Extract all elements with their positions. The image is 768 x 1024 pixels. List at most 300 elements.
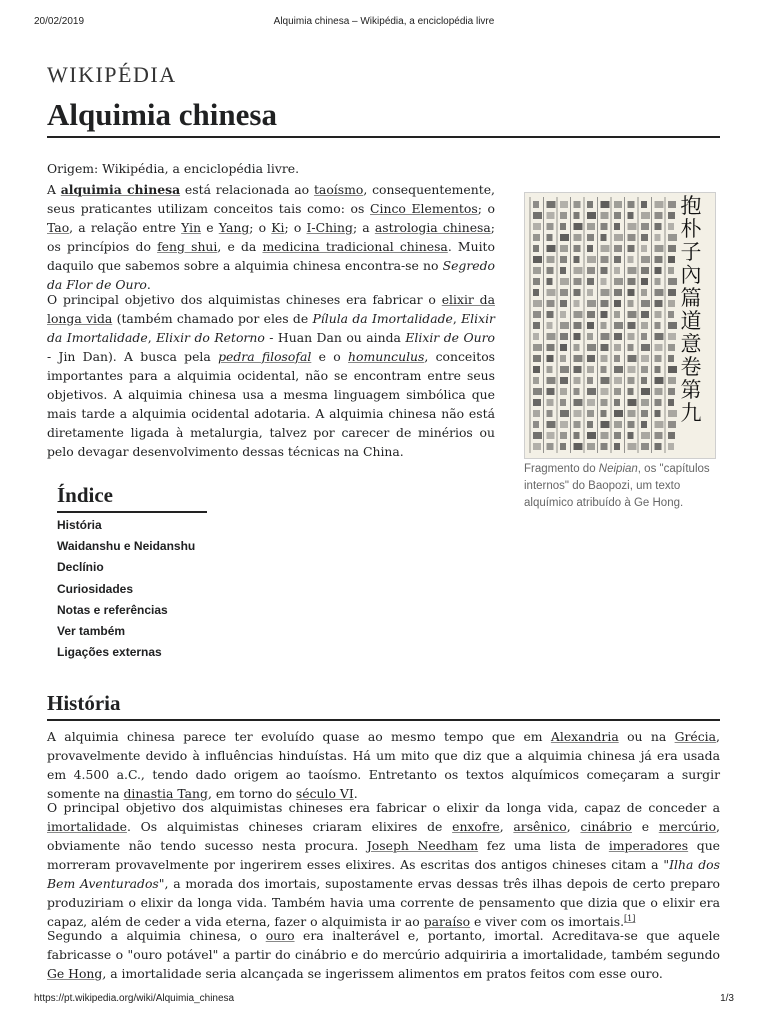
glyph-block bbox=[547, 256, 555, 263]
link-imperadores[interactable]: imperadores bbox=[608, 838, 689, 853]
glyph-block bbox=[655, 366, 661, 373]
glyph-block bbox=[628, 311, 637, 318]
link-dinastia-tang[interactable]: dinastia Tang bbox=[123, 786, 208, 801]
glyph-block bbox=[560, 388, 567, 395]
glyph-block bbox=[547, 278, 553, 285]
glyph-block bbox=[668, 245, 676, 252]
glyph-block bbox=[655, 443, 662, 450]
glyph-block bbox=[601, 421, 610, 428]
glyph-block bbox=[574, 234, 582, 241]
toc-item-ver-tambem[interactable]: Ver também bbox=[57, 623, 126, 638]
glyph-block bbox=[641, 421, 647, 428]
glyph-block bbox=[601, 355, 608, 362]
glyph-block bbox=[587, 410, 594, 417]
glyph-block bbox=[655, 245, 664, 252]
glyph-block bbox=[628, 421, 635, 428]
glyph-block bbox=[547, 223, 554, 230]
glyph-block bbox=[628, 256, 634, 263]
glyph-block bbox=[641, 267, 649, 274]
print-date: 20/02/2019 bbox=[34, 16, 85, 27]
glyph-block bbox=[547, 245, 556, 252]
glyph-block bbox=[560, 333, 568, 340]
glyph-block bbox=[628, 267, 637, 274]
glyph-block bbox=[655, 388, 663, 395]
glyph-block bbox=[655, 256, 663, 263]
glyph-block bbox=[601, 344, 609, 351]
toc-title: Índice bbox=[57, 481, 207, 513]
glyph-block bbox=[655, 289, 664, 296]
glyph-block bbox=[655, 300, 663, 307]
glyph-block bbox=[655, 234, 661, 241]
glyph-block bbox=[614, 355, 620, 362]
glyph-block bbox=[587, 223, 595, 230]
glyph-block bbox=[533, 344, 542, 351]
glyph-block bbox=[533, 421, 539, 428]
link-cinabrio[interactable]: cinábrio bbox=[580, 819, 632, 834]
link-feng-shui[interactable]: feng shui bbox=[157, 239, 218, 254]
link-tao[interactable]: Tao bbox=[47, 220, 70, 235]
glyph-block bbox=[641, 432, 650, 439]
glyph-block bbox=[614, 289, 622, 296]
glyph-block bbox=[614, 443, 620, 450]
title-glyph: 篇 bbox=[680, 286, 702, 310]
glyph-block bbox=[668, 311, 674, 318]
glyph-block bbox=[614, 267, 620, 274]
glyph-block bbox=[560, 201, 568, 208]
section-heading-historia: História bbox=[47, 689, 720, 721]
glyph-block bbox=[668, 333, 676, 340]
glyph-block bbox=[587, 388, 596, 395]
title-glyph: 第 bbox=[680, 378, 702, 402]
glyph-block bbox=[533, 311, 541, 318]
glyph-block bbox=[668, 322, 677, 329]
glyph-block bbox=[560, 223, 566, 230]
reference-1[interactable]: [1] bbox=[624, 913, 636, 923]
glyph-block bbox=[560, 289, 568, 296]
link-cinco-elementos[interactable]: Cinco Elementos bbox=[370, 201, 478, 216]
neipian-fragment-image[interactable] bbox=[524, 192, 716, 459]
glyph-block bbox=[547, 201, 556, 208]
origin-line: Origem: Wikipédia, a enciclopédia livre. bbox=[47, 161, 300, 176]
title-glyph: 道 bbox=[680, 309, 702, 333]
glyph-block bbox=[533, 223, 541, 230]
link-imortalidade[interactable]: imortalidade bbox=[47, 819, 127, 834]
glyph-block bbox=[587, 267, 595, 274]
glyph-block bbox=[587, 366, 594, 373]
print-title: Alquimia chinesa – Wikipédia, a enciclopédia livre bbox=[273, 16, 495, 27]
glyph-block bbox=[587, 432, 596, 439]
glyph-block bbox=[587, 212, 596, 219]
glyph-block bbox=[641, 322, 648, 329]
objective-paragraph: O principal objetivo dos alquimistas chineses era fabricar o elixir da longa vida (também chamado por eles de Pílula da Imortalidade, Elixir da Imortalidade, Elixir do Retorno - Huan Dan ou ainda Elixir de Ouro - Jin Dan). A busca pela pedra filosofal e o homunculus, conceitos importantes para a alquimia ocidental, não se encontram entre seus objetivos. A alquimia chinesa usa a mesma linguagem simbólica que mais tarde a alquimia ocidental adotaria. A alquimia chinesa não está diretamente ligada à metalurgia, talvez por carecer de minérios ou pelo devagar desenvolvimento dessas técnicas na China. bbox=[47, 292, 496, 459]
link-seculo-vi[interactable]: século VI bbox=[295, 786, 354, 801]
title-glyph: 意 bbox=[680, 332, 702, 356]
glyph-block bbox=[587, 399, 595, 406]
glyph-block bbox=[574, 399, 583, 406]
glyph-block bbox=[587, 201, 593, 208]
link-ki[interactable]: Ki bbox=[271, 220, 285, 235]
glyph-block bbox=[668, 432, 675, 439]
glyph-block bbox=[587, 322, 594, 329]
glyph-block bbox=[547, 388, 555, 395]
historia-paragraph-1: A alquimia chinesa parece ter evoluído quase ao mesmo tempo que em Alexandria ou na Grécia, provavelmente devido à influências hinduístas. Há um mito que diz que a alquimia chinesa já era usada em 4.500 a.C., tendo dado origem ao taoísmo. Entretanto os textos alquímicos começaram a surgir somente na dinastia Tang, em torno do século VI. bbox=[47, 729, 720, 801]
glyph-block bbox=[587, 311, 595, 318]
glyph-block bbox=[614, 366, 623, 373]
glyph-block bbox=[628, 366, 636, 373]
glyph-block bbox=[533, 245, 539, 252]
historia-paragraph-2: O principal objetivo dos alquimistas chineses era fabricar o elixir da longa vida, capaz de conceder a imortalidade. Os alquimistas chineses criaram elixires de enxofre, arsênico, cinábrio e mercúrio, obviamente não tendo sucesso nesta procura. Joseph Needham fez uma lista de imperadores que morreram provavelmente por ingerirem esses elixires. As escritas dos antigos chineses citam a "Ilha dos Bem Aventurados", a morada dos imortais, supostamente ervas dessas três ilhas depois de certo preparo produziriam o elixir da longa vida. Também havia uma corrente de pensamento que dizia que o elixir era capaz, além de ceder a vida eterna, fazer o alquimista ir ao paraíso e viver com os imortais.[1] bbox=[47, 800, 721, 929]
glyph-block bbox=[668, 421, 676, 428]
glyph-block bbox=[560, 278, 569, 285]
glyph-block bbox=[547, 322, 553, 329]
glyph-block bbox=[601, 234, 607, 241]
glyph-block bbox=[655, 399, 662, 406]
glyph-block bbox=[641, 311, 649, 318]
glyph-block bbox=[533, 333, 539, 340]
glyph-block bbox=[587, 355, 595, 362]
glyph-block bbox=[533, 278, 540, 285]
glyph-block bbox=[628, 289, 635, 296]
wikipedia-logo[interactable]: WIKIPÉDIA bbox=[47, 62, 177, 87]
historia-paragraph-3: Segundo a alquimia chinesa, o ouro era inalterável e, portanto, imortal. Acreditava-se que aquele fabricasse o "ouro potável" a partir do cinábrio e do mercúrio adquiriria a imortalidade, também segundo Ge Hong, a imortalidade seria alcançada se ingerissem alimentos em pratos feitos com esse ouro. bbox=[47, 928, 720, 981]
glyph-block bbox=[601, 212, 609, 219]
glyph-block bbox=[574, 322, 582, 329]
glyph-block bbox=[547, 333, 556, 340]
glyph-block bbox=[655, 212, 663, 219]
glyph-block bbox=[547, 399, 554, 406]
glyph-block bbox=[601, 366, 607, 373]
glyph-block bbox=[533, 388, 542, 395]
glyph-block bbox=[601, 289, 610, 296]
glyph-block bbox=[547, 432, 555, 439]
glyph-block bbox=[533, 432, 542, 439]
glyph-block bbox=[547, 267, 554, 274]
glyph-block bbox=[574, 333, 581, 340]
glyph-block bbox=[614, 421, 622, 428]
glyph-block bbox=[574, 410, 582, 417]
glyph-block bbox=[533, 300, 542, 307]
glyph-block bbox=[641, 344, 650, 351]
glyph-block bbox=[628, 300, 634, 307]
toc-item-declinio[interactable]: Declínio bbox=[57, 560, 104, 575]
glyph-block bbox=[533, 234, 540, 241]
glyph-block bbox=[601, 256, 609, 263]
toc-item-historia[interactable]: História bbox=[57, 518, 102, 532]
glyph-block bbox=[614, 399, 620, 406]
glyph-block bbox=[601, 311, 608, 318]
glyph-block bbox=[628, 333, 635, 340]
glyph-block bbox=[560, 443, 566, 450]
title-glyph: 子 bbox=[680, 240, 702, 264]
link-elixir-da-longa-vida[interactable]: elixir da longa vida bbox=[47, 292, 495, 326]
glyph-block bbox=[628, 322, 636, 329]
link-pedra-filosofal[interactable]: pedra filosofal bbox=[218, 349, 312, 364]
glyph-block bbox=[587, 234, 594, 241]
glyph-block bbox=[641, 377, 647, 384]
glyph-block bbox=[560, 212, 567, 219]
glyph-block bbox=[533, 212, 542, 219]
glyph-block bbox=[574, 245, 581, 252]
glyph-block bbox=[560, 245, 568, 252]
glyph-block bbox=[614, 256, 621, 263]
glyph-block bbox=[587, 245, 593, 252]
glyph-block bbox=[641, 223, 649, 230]
glyph-block bbox=[628, 377, 635, 384]
glyph-block bbox=[574, 267, 583, 274]
glyph-block bbox=[641, 256, 650, 263]
glyph-block bbox=[614, 410, 623, 417]
glyph-block bbox=[587, 256, 596, 263]
glyph-block bbox=[574, 201, 581, 208]
glyph-block bbox=[560, 322, 569, 329]
glyph-block bbox=[655, 333, 664, 340]
glyph-block bbox=[614, 311, 620, 318]
link-homunculus[interactable]: homunculus bbox=[348, 349, 425, 364]
glyph-block bbox=[560, 410, 569, 417]
intro-paragraph: A alquimia chinesa está relacionada ao taoísmo, consequentemente, seus praticantes utilizam conceitos tais como: os Cinco Elementos; o Tao, a relação entre Yin e Yang; o Ki; o I-Ching; a astrologia chinesa; os princípios do feng shui, e da medicina tradicional chinesa. Muito daquilo que sabemos sobre a alquimia chinesa encontra-se no Segredo da Flor de Ouro. bbox=[47, 182, 495, 292]
glyph-block bbox=[560, 344, 567, 351]
glyph-block bbox=[641, 289, 647, 296]
glyph-block bbox=[668, 377, 676, 384]
glyph-block bbox=[574, 366, 582, 373]
glyph-block bbox=[560, 421, 568, 428]
glyph-block bbox=[574, 289, 581, 296]
glyph-block bbox=[560, 399, 566, 406]
link-yin[interactable]: Yin bbox=[181, 220, 202, 235]
glyph-block bbox=[533, 366, 540, 373]
title-glyph: 九 bbox=[680, 401, 702, 425]
glyph-block bbox=[547, 443, 554, 450]
link-yang[interactable]: Yang bbox=[218, 220, 250, 235]
glyph-block bbox=[574, 278, 582, 285]
link-ge-hong[interactable]: Ge Hong bbox=[47, 966, 103, 981]
glyph-block bbox=[574, 212, 580, 219]
glyph-block bbox=[668, 443, 674, 450]
glyph-block bbox=[655, 344, 663, 351]
glyph-block bbox=[641, 399, 649, 406]
link-medicina-tradicional-chinesa[interactable]: medicina tradicional chinesa bbox=[262, 239, 448, 254]
glyph-block bbox=[655, 278, 661, 285]
glyph-block bbox=[574, 388, 580, 395]
glyph-block bbox=[533, 399, 541, 406]
glyph-block bbox=[614, 278, 623, 285]
page-title: Alquimia chinesa bbox=[47, 96, 720, 138]
glyph-block bbox=[560, 377, 568, 384]
glyph-block bbox=[601, 333, 610, 340]
glyph-block bbox=[668, 300, 675, 307]
glyph-block bbox=[641, 388, 650, 395]
glyph-block bbox=[655, 432, 663, 439]
glyph-block bbox=[628, 355, 637, 362]
glyph-block bbox=[641, 300, 650, 307]
glyph-block bbox=[628, 223, 637, 230]
toc-list bbox=[57, 515, 195, 663]
print-url: https://pt.wikipedia.org/wiki/Alquimia_chinesa bbox=[34, 993, 235, 1004]
link-arsenico[interactable]: arsênico bbox=[513, 819, 567, 834]
glyph-block bbox=[601, 300, 609, 307]
title-glyph: 卷 bbox=[680, 355, 702, 379]
glyph-block bbox=[601, 388, 609, 395]
glyph-block bbox=[601, 201, 610, 208]
glyph-block bbox=[628, 278, 636, 285]
glyph-block bbox=[533, 256, 542, 263]
glyph-block bbox=[668, 366, 677, 373]
glyph-block bbox=[547, 366, 553, 373]
link-taoismo[interactable]: taoísmo bbox=[313, 182, 364, 197]
glyph-block bbox=[547, 355, 554, 362]
glyph-block bbox=[574, 256, 580, 263]
glyph-block bbox=[614, 234, 623, 241]
glyph-block bbox=[547, 377, 556, 384]
glyph-block bbox=[641, 333, 647, 340]
glyph-block bbox=[668, 234, 677, 241]
glyph-block bbox=[628, 234, 636, 241]
glyph-block bbox=[668, 256, 675, 263]
glyph-block bbox=[668, 267, 674, 274]
glyph-block bbox=[641, 201, 647, 208]
glyph-block bbox=[587, 278, 594, 285]
link-i-ching[interactable]: I-Ching bbox=[306, 220, 353, 235]
glyph-block bbox=[655, 223, 662, 230]
glyph-block bbox=[641, 245, 647, 252]
glyph-block bbox=[641, 234, 648, 241]
glyph-block bbox=[533, 201, 539, 208]
link-alexandria[interactable]: Alexandria bbox=[550, 729, 619, 744]
glyph-block bbox=[601, 322, 607, 329]
glyph-block bbox=[668, 388, 675, 395]
print-page-number: 1/3 bbox=[720, 993, 734, 1004]
glyph-block bbox=[655, 355, 662, 362]
glyph-block bbox=[655, 410, 661, 417]
glyph-block bbox=[628, 344, 634, 351]
title-glyph: 內 bbox=[680, 263, 702, 287]
glyph-block bbox=[547, 421, 556, 428]
glyph-block bbox=[587, 443, 595, 450]
glyph-block bbox=[574, 443, 583, 450]
glyph-block bbox=[547, 410, 553, 417]
glyph-block bbox=[628, 245, 635, 252]
toc-item-waidanshu[interactable]: Waidanshu e Neidanshu bbox=[57, 539, 196, 554]
glyph-block bbox=[614, 201, 622, 208]
figure-caption: Fragmento do Neipian, os "capítulos internos" do Baopozi, um texto alquímico atribuído à Ge Hong. bbox=[524, 463, 710, 509]
glyph-block bbox=[614, 333, 622, 340]
glyph-block bbox=[655, 311, 662, 318]
glyph-block bbox=[533, 443, 541, 450]
glyph-block bbox=[601, 245, 610, 252]
glyph-block bbox=[601, 267, 608, 274]
glyph-block bbox=[547, 300, 555, 307]
link-enxofre[interactable]: enxofre bbox=[452, 819, 500, 834]
glyph-block bbox=[641, 366, 648, 373]
glyph-block bbox=[601, 278, 607, 285]
link-joseph-needham[interactable]: Joseph Needham bbox=[366, 838, 479, 853]
glyph-block bbox=[601, 223, 608, 230]
link-mercurio[interactable]: mercúrio bbox=[658, 819, 717, 834]
glyph-block bbox=[668, 212, 675, 219]
glyph-block bbox=[668, 278, 677, 285]
title-glyph: 抱 bbox=[680, 194, 702, 218]
glyph-block bbox=[560, 267, 566, 274]
glyph-block bbox=[587, 300, 596, 307]
glyph-block bbox=[533, 289, 539, 296]
glyph-block bbox=[641, 212, 650, 219]
glyph-block bbox=[574, 344, 580, 351]
glyph-block bbox=[547, 311, 554, 318]
glyph-block bbox=[628, 201, 635, 208]
toc-item-curiosidades[interactable]: Curiosidades bbox=[57, 581, 134, 596]
glyph-block bbox=[641, 355, 649, 362]
glyph-block bbox=[668, 344, 675, 351]
glyph-block bbox=[628, 410, 636, 417]
glyph-block bbox=[614, 432, 621, 439]
link-grecia[interactable]: Grécia bbox=[674, 729, 717, 744]
italic-ilha: Ilha dos Bem Aventurados bbox=[47, 857, 720, 891]
glyph-block bbox=[547, 289, 556, 296]
glyph-block bbox=[668, 223, 674, 230]
glyph-block bbox=[668, 410, 677, 417]
glyph-block bbox=[628, 399, 637, 406]
glyph-block bbox=[560, 311, 566, 318]
glyph-block bbox=[655, 421, 664, 428]
glyph-block bbox=[574, 377, 581, 384]
glyph-block bbox=[614, 223, 620, 230]
glyph-block bbox=[641, 443, 649, 450]
glyph-block bbox=[533, 267, 541, 274]
toc-item-notas[interactable]: Notas e referências bbox=[57, 602, 168, 617]
glyph-block bbox=[533, 410, 540, 417]
glyph-block bbox=[628, 388, 634, 395]
glyph-block bbox=[560, 256, 567, 263]
glyph-block bbox=[628, 212, 634, 219]
glyph-block bbox=[641, 410, 648, 417]
link-alquimia-chinesa[interactable]: alquimia chinesa bbox=[60, 182, 181, 197]
glyph-block bbox=[560, 432, 567, 439]
glyph-block bbox=[587, 421, 593, 428]
glyph-block bbox=[574, 311, 583, 318]
link-ouro[interactable]: ouro bbox=[265, 928, 295, 943]
glyph-block bbox=[587, 344, 596, 351]
glyph-block bbox=[614, 388, 621, 395]
glyph-block bbox=[533, 355, 541, 362]
glyph-block bbox=[668, 289, 676, 296]
glyph-block bbox=[533, 322, 540, 329]
glyph-block bbox=[614, 377, 622, 384]
glyph-block bbox=[574, 432, 580, 439]
glyph-block bbox=[641, 278, 648, 285]
glyph-block bbox=[628, 443, 637, 450]
glyph-block bbox=[533, 377, 539, 384]
glyph-block bbox=[587, 377, 593, 384]
glyph-block bbox=[668, 355, 674, 362]
glyph-block bbox=[560, 355, 566, 362]
glyph-block bbox=[655, 201, 664, 208]
glyph-block bbox=[655, 377, 664, 384]
glyph-block bbox=[574, 355, 583, 362]
title-glyph: 朴 bbox=[680, 217, 702, 241]
italic-segredo: Segredo da Flor de Ouro bbox=[47, 258, 495, 292]
glyph-block bbox=[601, 410, 607, 417]
glyph-block bbox=[601, 377, 610, 384]
glyph-block bbox=[601, 432, 609, 439]
link-paraiso[interactable]: paraíso bbox=[423, 914, 471, 929]
glyph-block bbox=[560, 366, 569, 373]
glyph-block bbox=[574, 421, 581, 428]
glyph-block bbox=[560, 234, 569, 241]
glyph-block bbox=[587, 289, 593, 296]
toc-item-ligacoes[interactable]: Ligações externas bbox=[57, 645, 162, 660]
glyph-block bbox=[614, 212, 621, 219]
link-astrologia-chinesa[interactable]: astrologia chinesa bbox=[374, 220, 491, 235]
